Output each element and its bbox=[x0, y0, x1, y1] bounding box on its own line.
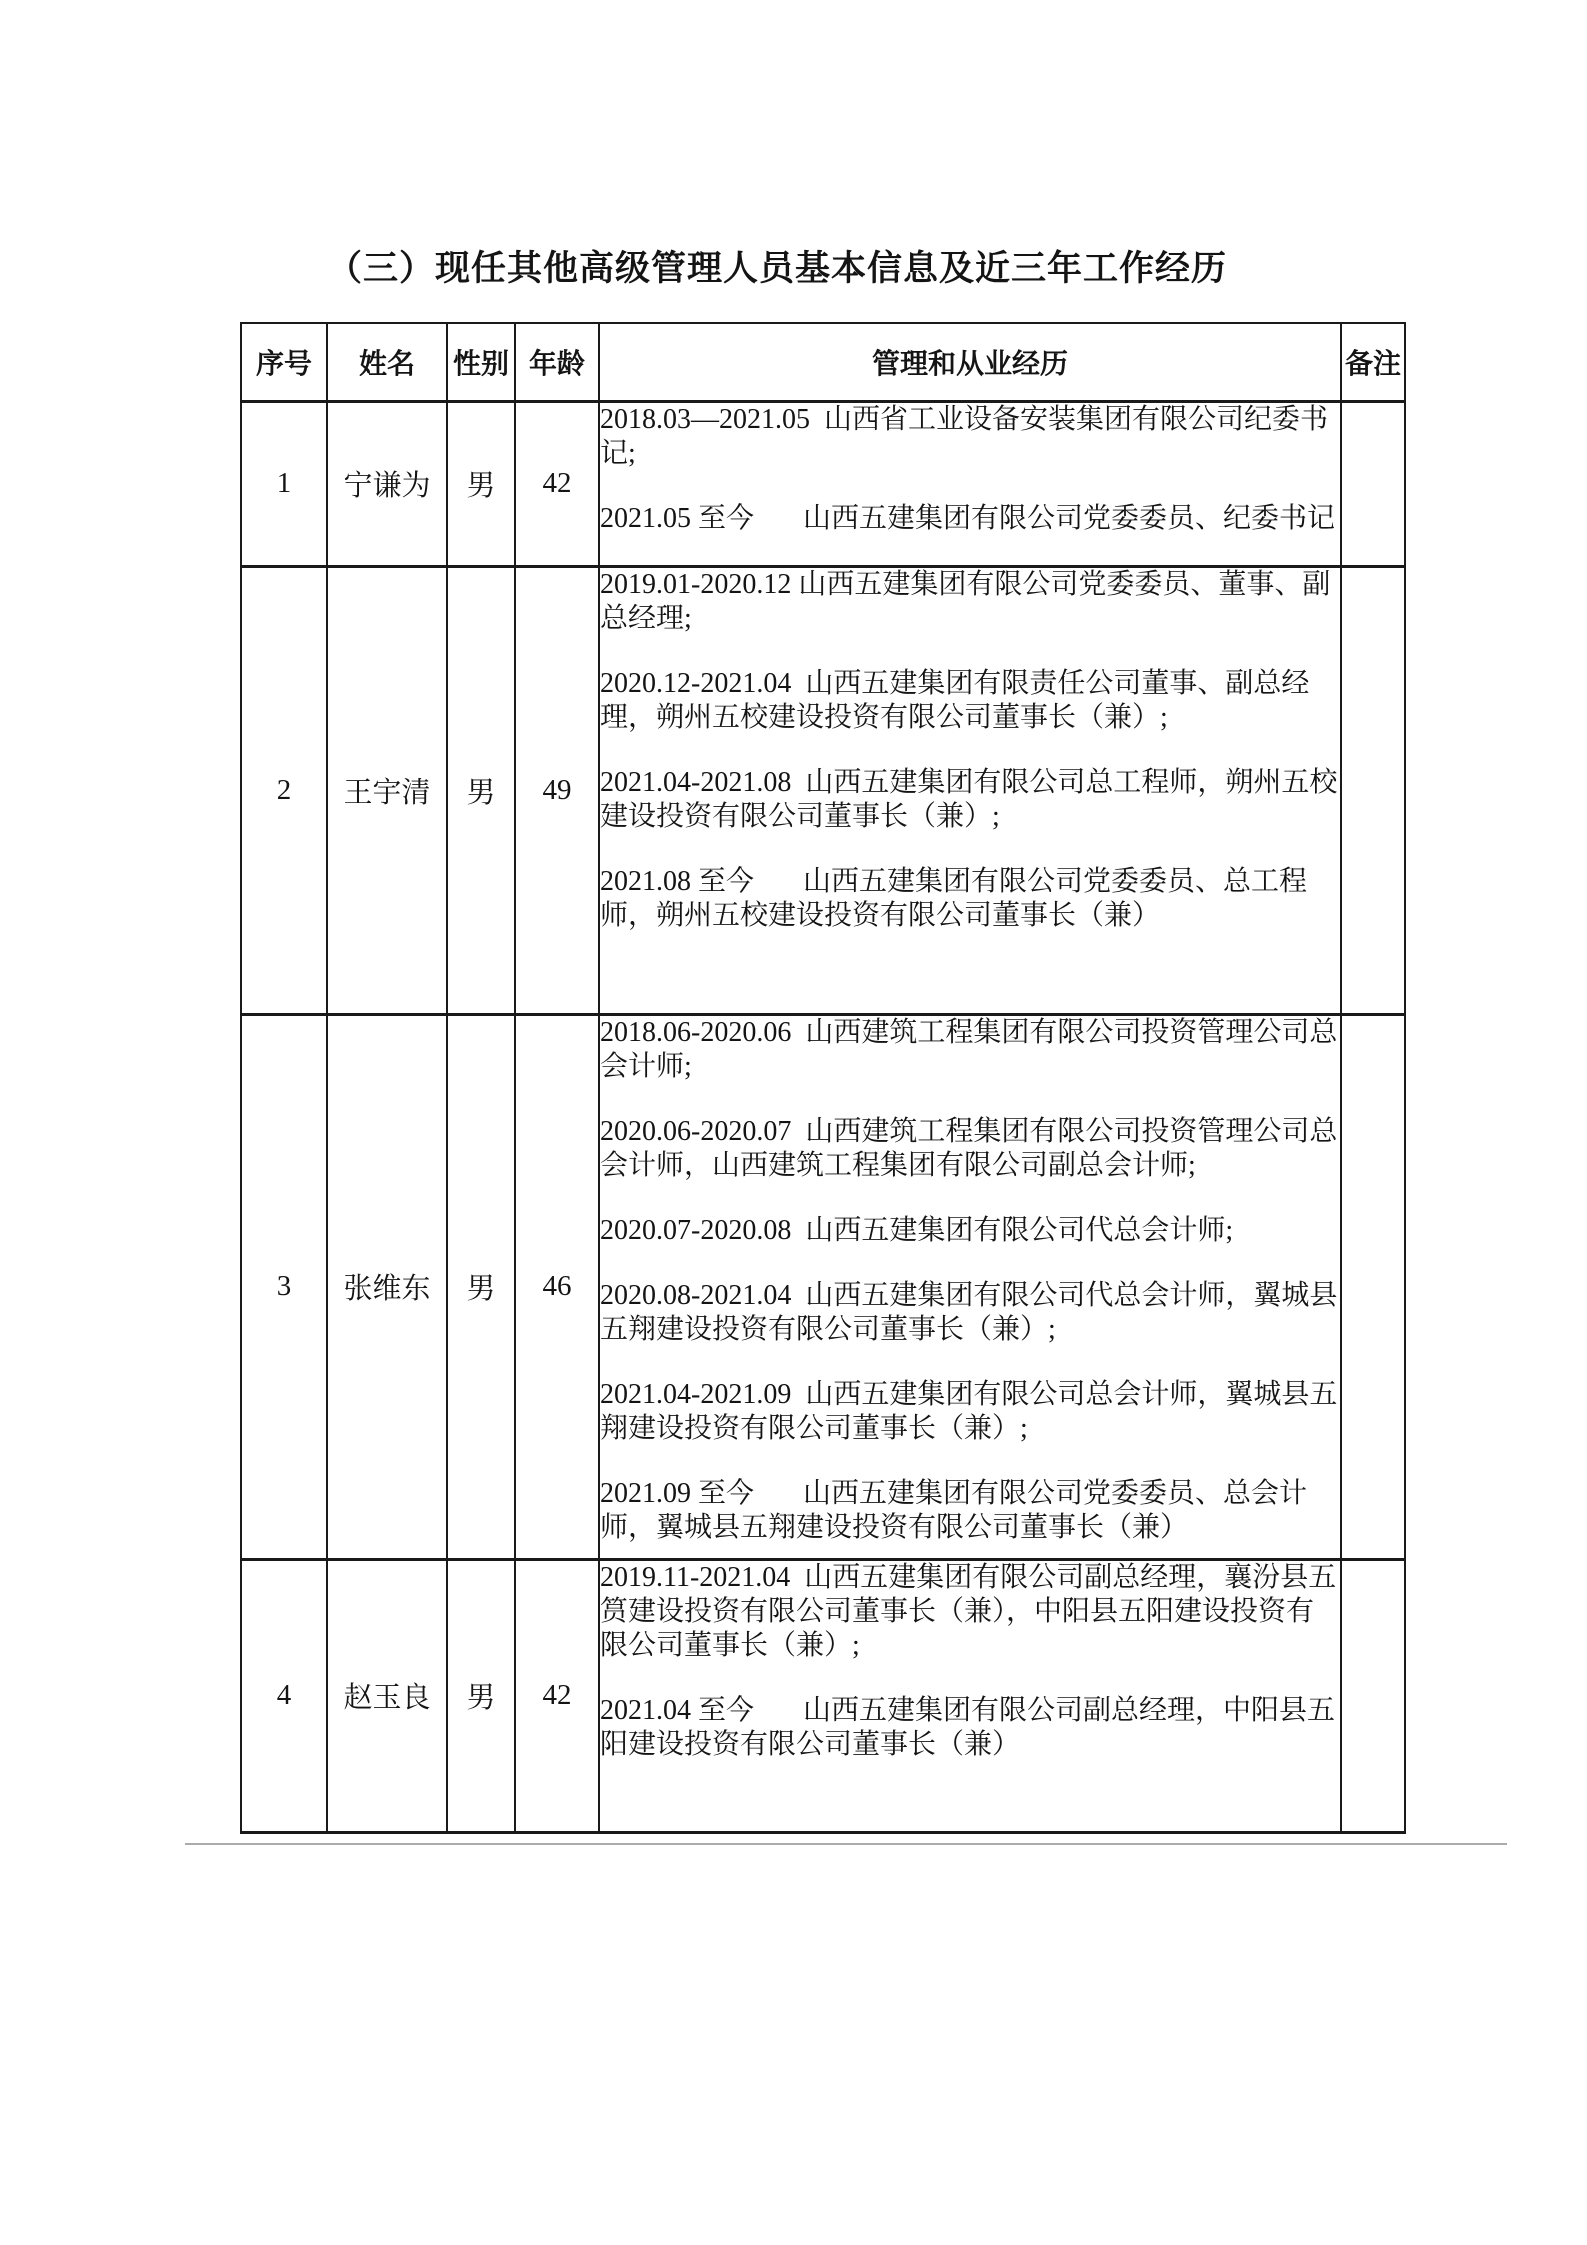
cell-gender: 男 bbox=[447, 1014, 515, 1559]
cell-remark bbox=[1341, 401, 1405, 566]
cell-age: 49 bbox=[515, 566, 599, 1014]
cell-age: 46 bbox=[515, 1014, 599, 1559]
cell-name: 王宇清 bbox=[327, 566, 447, 1014]
cell-experience bbox=[599, 1559, 1341, 1832]
experience-paragraph: 2021.09 至今 山西五建集团有限公司党委委员、总会计师，翼城县五翔建设投资有限公司董事长（兼） bbox=[600, 1477, 1308, 1543]
header-cell-age: 年龄 bbox=[515, 323, 599, 401]
header-cell-gender: 性别 bbox=[447, 323, 515, 401]
experience-paragraph: 2020.06-2020.07 山西建筑工程集团有限公司投资管理公司总会计师，山西建筑工程集团有限公司副总会计师; bbox=[600, 1115, 1338, 1181]
cell-experience bbox=[599, 401, 1341, 566]
header-cell-remark: 备注 bbox=[1341, 323, 1405, 401]
cell-gender: 男 bbox=[447, 401, 515, 566]
experience-paragraph: 2021.04-2021.09 山西五建集团有限公司总会计师，翼城县五翔建设投资有限公司董事长（兼）; bbox=[600, 1378, 1338, 1444]
experience-paragraph: 2018.03—2021.05 山西省工业设备安装集团有限公司纪委书记; bbox=[600, 403, 1329, 469]
experience-paragraph: 2021.04-2021.08 山西五建集团有限公司总工程师，朔州五校建设投资有限公司董事长（兼）; bbox=[600, 766, 1338, 832]
cell-no: 4 bbox=[241, 1559, 327, 1832]
cell-no: 1 bbox=[241, 401, 327, 566]
scan-artifact-line bbox=[185, 1843, 1507, 1845]
cell-remark bbox=[1341, 1014, 1405, 1559]
page-title: （三）现任其他高级管理人员基本信息及近三年工作经历 bbox=[327, 249, 1228, 288]
personnel-table bbox=[240, 322, 1406, 1834]
experience-paragraph: 2021.04 至今 山西五建集团有限公司副总经理，中阳县五阳建设投资有限公司董事长（兼） bbox=[600, 1694, 1336, 1760]
experience-paragraph: 2020.07-2020.08 山西五建集团有限公司代总会计师; bbox=[600, 1214, 1234, 1246]
cell-name: 赵玉良 bbox=[327, 1559, 447, 1832]
cell-age: 42 bbox=[515, 1559, 599, 1832]
table-header-row bbox=[241, 323, 1405, 401]
table-row bbox=[241, 566, 1405, 1014]
table-row bbox=[241, 1559, 1405, 1832]
cell-remark bbox=[1341, 1559, 1405, 1832]
cell-age: 42 bbox=[515, 401, 599, 566]
cell-experience bbox=[599, 566, 1341, 1014]
experience-paragraph: 2019.11-2021.04 山西五建集团有限公司副总经理，襄汾县五筼建设投资有限公司董事长（兼），中阳县五阳建设投资有限公司董事长（兼）; bbox=[600, 1561, 1337, 1661]
experience-paragraph: 2021.08 至今 山西五建集团有限公司党委委员、总工程师，朔州五校建设投资有限公司董事长（兼） bbox=[600, 865, 1308, 931]
cell-no: 2 bbox=[241, 566, 327, 1014]
cell-name: 宁谦为 bbox=[327, 401, 447, 566]
cell-gender: 男 bbox=[447, 566, 515, 1014]
cell-experience bbox=[599, 1014, 1341, 1559]
table-row bbox=[241, 1014, 1405, 1559]
table-row bbox=[241, 401, 1405, 566]
experience-paragraph: 2020.08-2021.04 山西五建集团有限公司代总会计师，翼城县五翔建设投资有限公司董事长（兼）; bbox=[600, 1279, 1338, 1345]
header-cell-no: 序号 bbox=[241, 323, 327, 401]
cell-remark bbox=[1341, 566, 1405, 1014]
header-cell-name: 姓名 bbox=[327, 323, 447, 401]
cell-no: 3 bbox=[241, 1014, 327, 1559]
experience-paragraph: 2021.05 至今 山西五建集团有限公司党委委员、纪委书记 bbox=[600, 502, 1336, 534]
experience-paragraph: 2018.06-2020.06 山西建筑工程集团有限公司投资管理公司总会计师; bbox=[600, 1016, 1338, 1082]
experience-paragraph: 2019.01-2020.12 山西五建集团有限公司党委委员、董事、副总经理; bbox=[600, 568, 1331, 634]
experience-paragraph: 2020.12-2021.04 山西五建集团有限责任公司董事、副总经理，朔州五校建设投资有限公司董事长（兼）; bbox=[600, 667, 1310, 733]
cell-gender: 男 bbox=[447, 1559, 515, 1832]
header-cell-experience: 管理和从业经历 bbox=[599, 323, 1341, 401]
cell-name: 张维东 bbox=[327, 1014, 447, 1559]
